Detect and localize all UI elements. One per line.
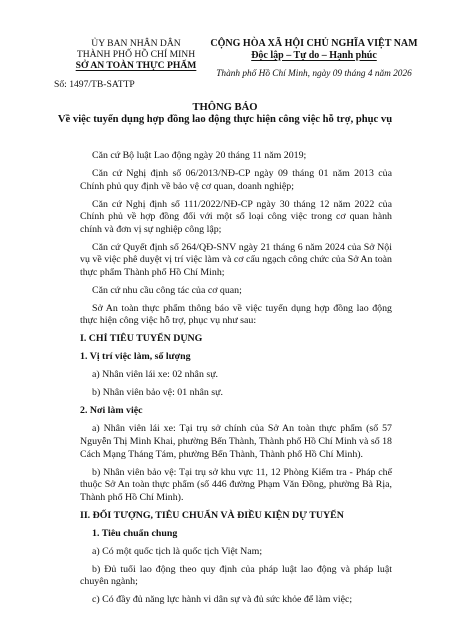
section-heading: 1. Vị trí việc làm, số lượng — [80, 351, 191, 363]
body-paragraph: Căn cứ Nghị định số 111/2022/NĐ-CP ngày 30 tháng 12 năm 2022 của Chính phủ về hợp đồng đối với một số loại công việc trong cơ quan hành chính và đơn vị sự nghiệp công lập; — [80, 198, 392, 235]
body-paragraph: Căn cứ nhu cầu công tác của cơ quan; — [92, 284, 242, 296]
national-header — [206, 38, 422, 81]
section-heading: I. CHỈ TIÊU TUYỂN DỤNG — [80, 333, 203, 345]
body-paragraph: a) Có một quốc tịch là quốc tịch Việt Nam; — [92, 545, 263, 557]
body-paragraph: Căn cứ Quyết định số 264/QĐ-SNV ngày 21 tháng 6 năm 2024 của Sở Nội vụ về việc phê duyệt vị trí việc làm và cơ cấu ngạch công chức của Sở An toàn thực phẩm Thành phố Hồ Chí Minh; — [80, 241, 392, 278]
document-title: THÔNG BÁO — [192, 102, 258, 113]
body-paragraph: Căn cứ Bộ luật Lao động ngày 20 tháng 11 năm 2019; — [92, 150, 307, 161]
ministry-name: ỦY BAN NHÂN DÂN — [91, 38, 181, 49]
document-body — [80, 150, 392, 612]
document-subject: Về việc tuyển dụng hợp đồng lao động thực hiện công việc hỗ trợ, phục vụ — [57, 114, 393, 125]
section-heading: 1. Tiêu chuẩn chung — [92, 527, 178, 539]
body-paragraph: b) Nhân viên bảo vệ: Tại trụ sở khu vực 11, 12 Phòng Kiểm tra - Pháp chế thuộc Sở An toàn thực phẩm (số 446 đường Phạm Văn Đồng, phường Bà Rịa, Thành phố Hồ Chí Minh). — [80, 466, 392, 503]
body-paragraph: a) Nhân viên lái xe: 02 nhân sự. — [92, 369, 219, 381]
city-name: THÀNH PHỐ HỒ CHÍ MINH — [76, 49, 196, 60]
section-heading: II. ĐỐI TƯỢNG, TIÊU CHUẨN VÀ ĐIỀU KIỆN DỰ TUYỂN — [80, 509, 344, 521]
body-paragraph: b) Nhân viên bảo vệ: 01 nhân sự. — [92, 387, 223, 399]
agency-name: SỞ AN TOÀN THỰC PHẨM — [75, 60, 197, 71]
body-paragraph: Sở An toàn thực phẩm thông báo về việc tuyển dụng hợp đồng lao động thực hiện công việc hỗ trợ, phục vụ như sau: — [80, 302, 392, 327]
document-number: Số: 1497/TB-SATTP — [54, 79, 135, 90]
body-paragraph: a) Nhân viên lái xe: Tại trụ sở chính của Sở An toàn thực phẩm (số 57 Nguyễn Thị Minh Khai, phường Bến Thành, Thành phố Hồ Chí Minh và số 18 Cách Mạng Tháng Tám, phường Bến Thành, Thành phố Hồ Chí Minh). — [80, 423, 392, 460]
document-title-block — [40, 102, 410, 126]
issue-date: Thành phố Hồ Chí Minh, ngày 09 tháng 4 năm 2026 — [216, 69, 412, 79]
body-paragraph: b) Đủ tuổi lao động theo quy định của pháp luật lao động và pháp luật chuyên ngành; — [80, 563, 392, 588]
body-paragraph: Căn cứ Nghị định số 06/2013/NĐ-CP ngày 09 tháng 01 năm 2013 của Chính phủ quy định về bảo vệ cơ quan, doanh nghiệp; — [80, 167, 392, 192]
nation-title: CỘNG HÒA XÃ HỘI CHỦ NGHĨA VIỆT NAM — [210, 38, 418, 49]
issuer-block — [52, 38, 220, 90]
national-motto: Độc lập – Tự do – Hạnh phúc — [251, 49, 377, 61]
section-heading: 2. Nơi làm việc — [80, 405, 143, 417]
body-paragraph: c) Có đầy đủ năng lực hành vi dân sự và đủ sức khỏe để làm việc; — [92, 594, 353, 606]
